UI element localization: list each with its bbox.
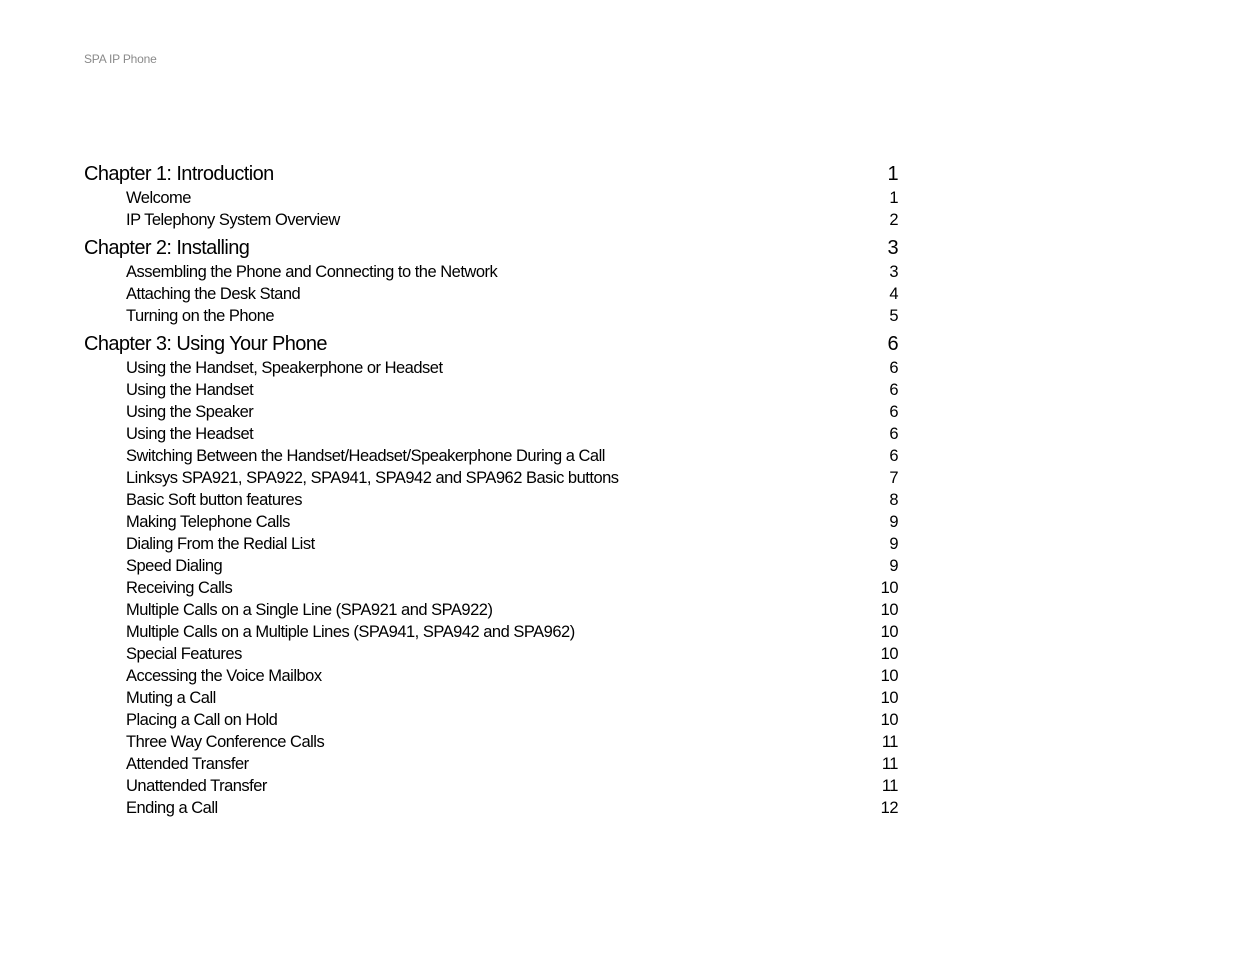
- entry-title: Ending a Call: [126, 799, 218, 817]
- toc-entry[interactable]: [84, 357, 898, 379]
- entry-title: Multiple Calls on a Multiple Lines (SPA941, SPA942 and SPA962): [126, 623, 575, 641]
- entry-page-number: 10: [880, 711, 898, 729]
- entry-title: Making Telephone Calls: [126, 513, 290, 531]
- entry-page-number: 6: [889, 447, 898, 465]
- entry-page-number: 5: [889, 307, 898, 325]
- entry-page-number: 11: [881, 777, 898, 795]
- toc-entry[interactable]: [84, 467, 898, 489]
- entry-title: Using the Handset: [126, 381, 254, 399]
- chapter-title: Chapter 1: Introduction: [84, 163, 274, 185]
- entry-title: Welcome: [126, 189, 191, 207]
- entry-page-number: 10: [880, 601, 898, 619]
- table-of-contents: [84, 162, 898, 819]
- toc-entry[interactable]: [84, 797, 898, 819]
- entry-title: Attended Transfer: [126, 755, 249, 773]
- chapter-page-number: 1: [887, 163, 898, 185]
- entry-title: Muting a Call: [126, 689, 216, 707]
- entry-title: Placing a Call on Hold: [126, 711, 278, 729]
- toc-entry[interactable]: [84, 577, 898, 599]
- entry-page-number: 9: [889, 535, 898, 553]
- entry-page-number: 6: [889, 403, 898, 421]
- toc-entry[interactable]: [84, 511, 898, 533]
- chapter-title: Chapter 3: Using Your Phone: [84, 333, 327, 355]
- entry-title: Speed Dialing: [126, 557, 223, 575]
- entry-page-number: 10: [880, 667, 898, 685]
- entry-title: Unattended Transfer: [126, 777, 267, 795]
- entry-title: Three Way Conference Calls: [126, 733, 325, 751]
- toc-chapter-3[interactable]: [84, 332, 898, 357]
- entry-page-number: 10: [880, 579, 898, 597]
- toc-entry[interactable]: [84, 445, 898, 467]
- entry-title: Assembling the Phone and Connecting to the Network: [126, 263, 498, 281]
- entry-title: Using the Speaker: [126, 403, 254, 421]
- toc-entry[interactable]: [84, 731, 898, 753]
- toc-entry[interactable]: [84, 753, 898, 775]
- entry-title: IP Telephony System Overview: [126, 211, 340, 229]
- entry-title: Multiple Calls on a Single Line (SPA921 and SPA922): [126, 601, 493, 619]
- entry-title: Special Features: [126, 645, 242, 663]
- entry-page-number: 11: [881, 733, 898, 751]
- chapter-title: Chapter 2: Installing: [84, 237, 250, 259]
- entry-page-number: 2: [889, 211, 898, 229]
- entry-page-number: 7: [889, 469, 898, 487]
- toc-chapter-2[interactable]: [84, 236, 898, 261]
- toc-entry[interactable]: [84, 379, 898, 401]
- toc-entry[interactable]: [84, 401, 898, 423]
- entry-page-number: 11: [881, 755, 898, 773]
- toc-entry[interactable]: [84, 599, 898, 621]
- toc-entry[interactable]: [84, 187, 898, 209]
- toc-entry[interactable]: [84, 621, 898, 643]
- entry-page-number: 12: [880, 799, 898, 817]
- entry-page-number: 6: [889, 425, 898, 443]
- entry-title: Receiving Calls: [126, 579, 233, 597]
- entry-page-number: 6: [889, 381, 898, 399]
- toc-entry[interactable]: [84, 209, 898, 231]
- entry-title: Switching Between the Handset/Headset/Speakerphone During a Call: [126, 447, 605, 465]
- entry-page-number: 1: [889, 189, 898, 207]
- entry-page-number: 10: [880, 689, 898, 707]
- toc-chapter-1[interactable]: [84, 162, 898, 187]
- running-header: SPA IP Phone: [84, 52, 157, 66]
- entry-page-number: 3: [889, 263, 898, 281]
- entry-page-number: 10: [880, 623, 898, 641]
- entry-page-number: 4: [889, 285, 898, 303]
- entry-page-number: 9: [889, 557, 898, 575]
- toc-entry[interactable]: [84, 709, 898, 731]
- toc-entry[interactable]: [84, 283, 898, 305]
- entry-page-number: 8: [889, 491, 898, 509]
- toc-entry[interactable]: [84, 775, 898, 797]
- entry-title: Turning on the Phone: [126, 307, 275, 325]
- toc-entry[interactable]: [84, 533, 898, 555]
- entry-title: Attaching the Desk Stand: [126, 285, 301, 303]
- entry-title: Using the Headset: [126, 425, 254, 443]
- toc-entry[interactable]: [84, 261, 898, 283]
- chapter-page-number: 6: [887, 333, 898, 355]
- toc-entry[interactable]: [84, 423, 898, 445]
- toc-entry[interactable]: [84, 489, 898, 511]
- entry-title: Using the Handset, Speakerphone or Headset: [126, 359, 443, 377]
- entry-title: Linksys SPA921, SPA922, SPA941, SPA942 and SPA962 Basic buttons: [126, 469, 619, 487]
- toc-entry[interactable]: [84, 687, 898, 709]
- entry-title: Accessing the Voice Mailbox: [126, 667, 322, 685]
- entry-title: Basic Soft button features: [126, 491, 302, 509]
- entry-title: Dialing From the Redial List: [126, 535, 315, 553]
- entry-page-number: 10: [880, 645, 898, 663]
- toc-entry[interactable]: [84, 555, 898, 577]
- entry-page-number: 6: [889, 359, 898, 377]
- toc-entry[interactable]: [84, 665, 898, 687]
- chapter-page-number: 3: [887, 237, 898, 259]
- entry-page-number: 9: [889, 513, 898, 531]
- toc-entry[interactable]: [84, 643, 898, 665]
- toc-entry[interactable]: [84, 305, 898, 327]
